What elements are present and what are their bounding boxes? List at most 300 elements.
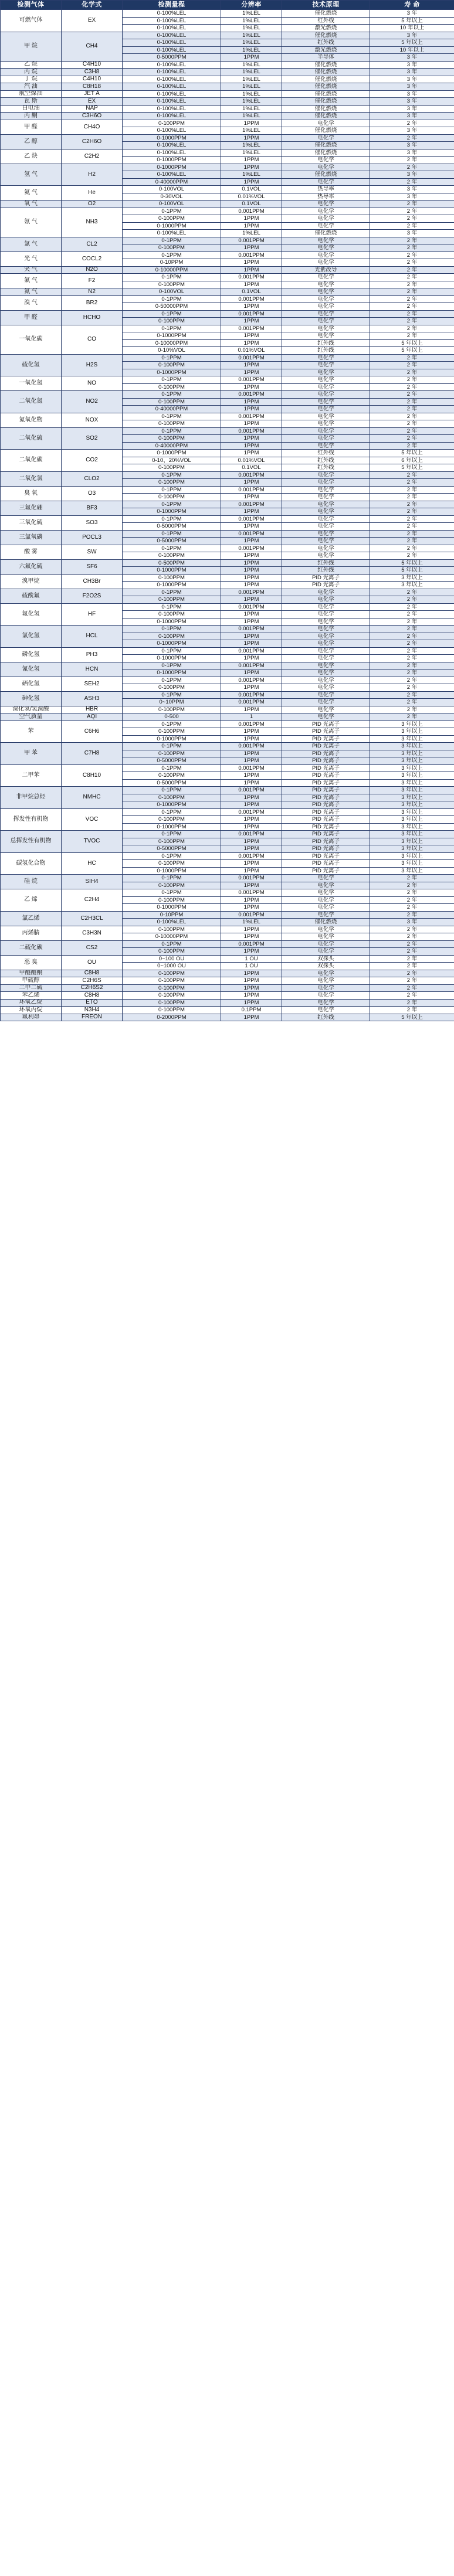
technology-cell: 电化学 bbox=[282, 530, 370, 538]
technology-cell: 电化学 bbox=[282, 662, 370, 670]
table-row bbox=[1, 589, 454, 596]
table-row bbox=[1, 120, 454, 127]
table-row bbox=[1, 98, 454, 106]
gas-name-cell: 三氧化硫 bbox=[1, 515, 62, 530]
lifetime-cell: 3 年 bbox=[370, 186, 454, 193]
lifetime-cell: 2 年 bbox=[370, 120, 454, 127]
technology-cell: 电化学 bbox=[282, 215, 370, 223]
technology-cell: 光紫改导 bbox=[282, 266, 370, 274]
lifetime-cell: 3 年 bbox=[370, 76, 454, 83]
lifetime-cell: 3 年 bbox=[370, 171, 454, 179]
technology-cell: PID 光离子 bbox=[282, 794, 370, 801]
technology-cell: 电化学 bbox=[282, 515, 370, 523]
gas-name-cell: 瓦 斯 bbox=[1, 98, 62, 106]
lifetime-cell: 3 年 bbox=[370, 193, 454, 200]
lifetime-cell: 2 年 bbox=[370, 325, 454, 332]
table-row bbox=[1, 677, 454, 684]
range-cell: 0-1PPM bbox=[123, 354, 221, 362]
lifetime-cell: 2 年 bbox=[370, 420, 454, 428]
resolution-cell: 1PPM bbox=[221, 559, 282, 567]
gas-name-cell: 光 气 bbox=[1, 252, 62, 266]
table-row bbox=[1, 559, 454, 567]
resolution-cell: 1%LEL bbox=[221, 98, 282, 106]
range-cell: 0-1000PPM bbox=[123, 618, 221, 626]
range-cell: 0-100PPM bbox=[123, 992, 221, 1000]
formula-cell: C2H3CL bbox=[62, 911, 123, 926]
formula-cell: NMHC bbox=[62, 787, 123, 809]
range-cell: 0-100PPM bbox=[123, 926, 221, 933]
table-row bbox=[1, 691, 454, 699]
lifetime-cell: 2 年 bbox=[370, 948, 454, 956]
formula-cell: C3H8 bbox=[62, 69, 123, 76]
range-cell: 0-100PPM bbox=[123, 281, 221, 288]
resolution-cell: 1PPM bbox=[221, 552, 282, 560]
formula-cell: He bbox=[62, 186, 123, 200]
table-row bbox=[1, 274, 454, 281]
resolution-cell: 1PPM bbox=[221, 281, 282, 288]
lifetime-cell: 3 年以上 bbox=[370, 794, 454, 801]
lifetime-cell: 3 年以上 bbox=[370, 743, 454, 750]
table-row bbox=[1, 69, 454, 76]
formula-cell: F2O2S bbox=[62, 589, 123, 603]
formula-cell: FREON bbox=[62, 1014, 123, 1021]
lifetime-cell: 2 年 bbox=[370, 940, 454, 948]
technology-cell: 激光燃烧 bbox=[282, 46, 370, 54]
resolution-cell: 1PPM bbox=[221, 332, 282, 340]
resolution-cell: 1PPM bbox=[221, 801, 282, 809]
lifetime-cell: 2 年 bbox=[370, 391, 454, 399]
technology-cell: 催化燃烧 bbox=[282, 919, 370, 926]
range-cell: 0-100%LEL bbox=[123, 98, 221, 106]
technology-cell: PID 光离子 bbox=[282, 787, 370, 794]
resolution-cell: 1PPM bbox=[221, 54, 282, 62]
range-cell: 0-100PPM bbox=[123, 244, 221, 252]
technology-cell: 电化学 bbox=[282, 244, 370, 252]
resolution-cell: 1PPM bbox=[221, 157, 282, 164]
resolution-cell: 1PPM bbox=[221, 494, 282, 501]
table-row bbox=[1, 647, 454, 655]
technology-cell: 电化学 bbox=[282, 904, 370, 912]
formula-cell: F2 bbox=[62, 274, 123, 288]
lifetime-cell: 2 年 bbox=[370, 266, 454, 274]
resolution-cell: 1PPM bbox=[221, 259, 282, 267]
technology-cell: 红外线 bbox=[282, 1014, 370, 1021]
lifetime-cell: 2 年 bbox=[370, 889, 454, 897]
lifetime-cell: 3 年 bbox=[370, 113, 454, 120]
lifetime-cell: 2 年 bbox=[370, 677, 454, 684]
range-cell: 0-100PPM bbox=[123, 970, 221, 977]
range-cell: 0-100PPM bbox=[123, 816, 221, 824]
table-row bbox=[1, 955, 454, 963]
technology-cell: 催化燃烧 bbox=[282, 230, 370, 237]
technology-cell: 电化学 bbox=[282, 391, 370, 399]
range-cell: 0-1PPM bbox=[123, 515, 221, 523]
resolution-cell: 0.001PPM bbox=[221, 471, 282, 479]
technology-cell: 电化学 bbox=[282, 882, 370, 889]
gas-name-cell: 丙 酮 bbox=[1, 113, 62, 120]
range-cell: 0-100PPM bbox=[123, 1007, 221, 1014]
range-cell: 0-100PPM bbox=[123, 860, 221, 868]
technology-cell: 电化学 bbox=[282, 999, 370, 1007]
lifetime-cell: 2 年 bbox=[370, 1007, 454, 1014]
formula-cell: NAP bbox=[62, 105, 123, 113]
technology-cell: 电化学 bbox=[282, 157, 370, 164]
range-cell: 0-1000PPM bbox=[123, 867, 221, 875]
technology-cell: 电化学 bbox=[282, 303, 370, 311]
resolution-cell: 1%LEL bbox=[221, 39, 282, 47]
technology-cell: 双探头 bbox=[282, 963, 370, 970]
table-row bbox=[1, 764, 454, 772]
gas-name-cell: 氧 气 bbox=[1, 200, 62, 208]
lifetime-cell: 3 年 bbox=[370, 142, 454, 149]
range-cell: 0-100PPM bbox=[123, 684, 221, 692]
table-row bbox=[1, 940, 454, 948]
formula-cell: NO2 bbox=[62, 391, 123, 413]
technology-cell: 电化学 bbox=[282, 677, 370, 684]
resolution-cell: 1PPM bbox=[221, 750, 282, 757]
resolution-cell: 0.001PPM bbox=[221, 889, 282, 897]
lifetime-cell: 2 年 bbox=[370, 684, 454, 692]
technology-cell: 电化学 bbox=[282, 427, 370, 435]
technology-cell: PID 光离子 bbox=[282, 831, 370, 838]
resolution-cell: 0.1VOL bbox=[221, 200, 282, 208]
range-cell: 0-100%LEL bbox=[123, 83, 221, 91]
lifetime-cell: 2 年 bbox=[370, 288, 454, 296]
formula-cell: C2H6S2 bbox=[62, 984, 123, 992]
technology-cell: 电化学 bbox=[282, 670, 370, 677]
technology-cell: PID 光离子 bbox=[282, 816, 370, 824]
gas-name-cell: 丙烯腈 bbox=[1, 926, 62, 940]
resolution-cell: 1PPM bbox=[221, 882, 282, 889]
lifetime-cell: 2 年 bbox=[370, 552, 454, 560]
range-cell: 0-100PPM bbox=[123, 706, 221, 713]
technology-cell: PID 光离子 bbox=[282, 852, 370, 860]
resolution-cell: 0.001PPM bbox=[221, 325, 282, 332]
range-cell: 0-5000PPM bbox=[123, 54, 221, 62]
technology-cell: 电化学 bbox=[282, 442, 370, 450]
technology-cell: 电化学 bbox=[282, 655, 370, 662]
gas-name-cell: 氟化氢 bbox=[1, 603, 62, 626]
gas-name-cell: 酸 雾 bbox=[1, 545, 62, 559]
lifetime-cell: 2 年 bbox=[370, 178, 454, 186]
technology-cell: 电化学 bbox=[282, 596, 370, 604]
range-cell: 0-1PPM bbox=[123, 237, 221, 244]
range-cell: 0-1000PPM bbox=[123, 904, 221, 912]
technology-cell: 电化学 bbox=[282, 288, 370, 296]
technology-cell: 电化学 bbox=[282, 208, 370, 215]
range-cell: 0-100PPM bbox=[123, 574, 221, 582]
lifetime-cell: 2 年 bbox=[370, 486, 454, 494]
gas-name-cell: 甲硫醇 bbox=[1, 977, 62, 985]
resolution-cell: 1%LEL bbox=[221, 105, 282, 113]
resolution-cell: 0.01%VOL bbox=[221, 193, 282, 200]
technology-cell: 电化学 bbox=[282, 406, 370, 413]
range-cell: 0~1000 OU bbox=[123, 963, 221, 970]
range-cell: 0-100VOL bbox=[123, 200, 221, 208]
lifetime-cell: 2 年 bbox=[370, 376, 454, 384]
resolution-cell: 1PPM bbox=[221, 442, 282, 450]
technology-cell: PID 光离子 bbox=[282, 867, 370, 875]
resolution-cell: 0.001PPM bbox=[221, 852, 282, 860]
technology-cell: 红外线 bbox=[282, 450, 370, 457]
formula-cell: CH3Br bbox=[62, 574, 123, 589]
gas-name-cell: 甲醚醚酮 bbox=[1, 970, 62, 977]
gas-name-cell: 氯乙烯 bbox=[1, 911, 62, 926]
range-cell: 0-1PPM bbox=[123, 647, 221, 655]
range-cell: 0-10000PPM bbox=[123, 933, 221, 941]
technology-cell: 催化燃烧 bbox=[282, 98, 370, 106]
resolution-cell: 0.001PPM bbox=[221, 545, 282, 552]
range-cell: 0-100PPM bbox=[123, 750, 221, 757]
table-row bbox=[1, 545, 454, 552]
gas-name-cell: 三氟化硼 bbox=[1, 501, 62, 515]
range-cell: 0-100VOL bbox=[123, 288, 221, 296]
gas-name-cell: 白电油 bbox=[1, 105, 62, 113]
range-cell: 0-1PPM bbox=[123, 589, 221, 596]
range-cell: 0-1PPM bbox=[123, 295, 221, 303]
lifetime-cell: 2 年 bbox=[370, 626, 454, 633]
lifetime-cell: 3 年以上 bbox=[370, 838, 454, 845]
resolution-cell: 0.001PPM bbox=[221, 787, 282, 794]
technology-cell: PID 光离子 bbox=[282, 750, 370, 757]
resolution-cell: 0.1VOL bbox=[221, 186, 282, 193]
resolution-cell: 0.001PPM bbox=[221, 743, 282, 750]
table-row bbox=[1, 501, 454, 508]
resolution-cell: 0.001PPM bbox=[221, 691, 282, 699]
range-cell: 0-1PPM bbox=[123, 691, 221, 699]
table-header-row bbox=[1, 1, 454, 10]
range-cell: 0-1000PPM bbox=[123, 582, 221, 589]
lifetime-cell: 3 年 bbox=[370, 10, 454, 18]
technology-cell: 热导率 bbox=[282, 186, 370, 193]
lifetime-cell: 2 年 bbox=[370, 992, 454, 1000]
technology-cell: PID 光离子 bbox=[282, 838, 370, 845]
range-cell: 0-1PPM bbox=[123, 391, 221, 399]
resolution-cell: 1%LEL bbox=[221, 32, 282, 39]
table-row bbox=[1, 984, 454, 992]
range-cell: 0-100PPM bbox=[123, 596, 221, 604]
formula-cell: N2O bbox=[62, 266, 123, 274]
range-cell: 0-5000PPM bbox=[123, 757, 221, 765]
technology-cell: PID 光离子 bbox=[282, 845, 370, 853]
technology-cell: 电化学 bbox=[282, 332, 370, 340]
technology-cell: 电化学 bbox=[282, 589, 370, 596]
table-row bbox=[1, 875, 454, 882]
range-cell: 0-1PPM bbox=[123, 721, 221, 728]
lifetime-cell: 2 年 bbox=[370, 670, 454, 677]
lifetime-cell: 2 年 bbox=[370, 274, 454, 281]
range-cell: 0-1000PPM bbox=[123, 823, 221, 831]
gas-name-cell: 硫酰氟 bbox=[1, 589, 62, 603]
range-cell: 0-100%LEL bbox=[123, 17, 221, 25]
resolution-cell: 1PPM bbox=[221, 178, 282, 186]
lifetime-cell: 2 年 bbox=[370, 926, 454, 933]
gas-name-cell: 一氧化氮 bbox=[1, 376, 62, 391]
range-cell: 0-1000PPM bbox=[123, 655, 221, 662]
range-cell: 0-30VOL bbox=[123, 193, 221, 200]
spec-table bbox=[0, 0, 454, 1021]
technology-cell: 电化学 bbox=[282, 603, 370, 611]
gas-name-cell: 环氧乙烷 bbox=[1, 999, 62, 1007]
resolution-cell: 1PPM bbox=[221, 728, 282, 736]
formula-cell: POCL3 bbox=[62, 530, 123, 545]
table-row bbox=[1, 662, 454, 670]
lifetime-cell: 2 年 bbox=[370, 875, 454, 882]
resolution-cell: 1PPM bbox=[221, 303, 282, 311]
gas-name-cell: 氟 气 bbox=[1, 274, 62, 288]
technology-cell: 电化学 bbox=[282, 178, 370, 186]
resolution-cell: 1PPM bbox=[221, 582, 282, 589]
range-cell: 0-1PPM bbox=[123, 376, 221, 384]
technology-cell: 电化学 bbox=[282, 471, 370, 479]
range-cell: 0-1PPM bbox=[123, 310, 221, 318]
resolution-cell: 1%LEL bbox=[221, 83, 282, 91]
range-cell: 0-1PPM bbox=[123, 677, 221, 684]
header-range: 检测量程 bbox=[123, 1, 221, 10]
formula-cell: TVOC bbox=[62, 831, 123, 853]
resolution-cell: 1PPM bbox=[221, 339, 282, 347]
range-cell: 0-40000PPM bbox=[123, 406, 221, 413]
gas-name-cell: 氢 气 bbox=[1, 164, 62, 186]
range-cell: 0-100PPM bbox=[123, 728, 221, 736]
formula-cell: C7H8 bbox=[62, 743, 123, 765]
lifetime-cell: 2 年 bbox=[370, 362, 454, 369]
range-cell: 0-100%LEL bbox=[123, 46, 221, 54]
resolution-cell: 1%LEL bbox=[221, 10, 282, 18]
technology-cell: 电化学 bbox=[282, 310, 370, 318]
table-row bbox=[1, 977, 454, 985]
resolution-cell: 0.001PPM bbox=[221, 274, 282, 281]
lifetime-cell: 2 年 bbox=[370, 295, 454, 303]
gas-name-cell: 氯 气 bbox=[1, 237, 62, 252]
range-cell: 0-100PPM bbox=[123, 794, 221, 801]
lifetime-cell: 2 年 bbox=[370, 494, 454, 501]
lifetime-cell: 2 年 bbox=[370, 208, 454, 215]
range-cell: 0-100PPM bbox=[123, 633, 221, 640]
table-row bbox=[1, 266, 454, 274]
table-row bbox=[1, 413, 454, 420]
range-cell: 0-1PPM bbox=[123, 764, 221, 772]
lifetime-cell: 2 年 bbox=[370, 538, 454, 545]
lifetime-cell: 3 年 bbox=[370, 919, 454, 926]
resolution-cell: 0.001PPM bbox=[221, 391, 282, 399]
lifetime-cell: 2 年 bbox=[370, 398, 454, 406]
resolution-cell: 1PPM bbox=[221, 999, 282, 1007]
resolution-cell: 0.001PPM bbox=[221, 354, 282, 362]
table-row bbox=[1, 530, 454, 538]
range-cell: 0-1000PPM bbox=[123, 735, 221, 743]
formula-cell: HCHO bbox=[62, 310, 123, 325]
resolution-cell: 1PPM bbox=[221, 684, 282, 692]
technology-cell: 电化学 bbox=[282, 970, 370, 977]
technology-cell: 热导率 bbox=[282, 193, 370, 200]
technology-cell: 电化学 bbox=[282, 479, 370, 487]
resolution-cell: 0.001PPM bbox=[221, 501, 282, 508]
gas-name-cell: 六氟化硫 bbox=[1, 559, 62, 574]
technology-cell: 催化燃烧 bbox=[282, 69, 370, 76]
range-cell: 0-100PPM bbox=[123, 435, 221, 443]
range-cell: 0-500PPM bbox=[123, 559, 221, 567]
gas-name-cell: 环氧丙烷 bbox=[1, 1007, 62, 1014]
resolution-cell: 1PPM bbox=[221, 867, 282, 875]
gas-name-cell: 非甲烷总烃 bbox=[1, 787, 62, 809]
technology-cell: 电化学 bbox=[282, 120, 370, 127]
formula-cell: AQI bbox=[62, 713, 123, 721]
resolution-cell: 0.001PPM bbox=[221, 589, 282, 596]
technology-cell: 电化学 bbox=[282, 164, 370, 171]
resolution-cell: 1PPM bbox=[221, 215, 282, 223]
gas-name-cell: 甲 醛 bbox=[1, 310, 62, 325]
range-cell: 0-100PPM bbox=[123, 999, 221, 1007]
resolution-cell: 0.01%VOL bbox=[221, 347, 282, 355]
range-cell: 0-100%LEL bbox=[123, 61, 221, 69]
gas-name-cell: 乙 炔 bbox=[1, 149, 62, 164]
lifetime-cell: 3 年以上 bbox=[370, 750, 454, 757]
range-cell: 0-100PPM bbox=[123, 383, 221, 391]
resolution-cell: 0.001PPM bbox=[221, 486, 282, 494]
formula-cell: C3H3N bbox=[62, 926, 123, 940]
technology-cell: 催化燃烧 bbox=[282, 127, 370, 135]
lifetime-cell: 3 年以上 bbox=[370, 582, 454, 589]
technology-cell: 催化燃烧 bbox=[282, 105, 370, 113]
lifetime-cell: 2 年 bbox=[370, 479, 454, 487]
formula-cell: CO bbox=[62, 325, 123, 354]
technology-cell: 电化学 bbox=[282, 984, 370, 992]
table-row bbox=[1, 186, 454, 193]
gas-name-cell: 碳氢化合物 bbox=[1, 852, 62, 875]
formula-cell: SIH4 bbox=[62, 875, 123, 889]
technology-cell: 催化燃烧 bbox=[282, 113, 370, 120]
table-row bbox=[1, 603, 454, 611]
gas-name-cell: 溴 气 bbox=[1, 295, 62, 310]
range-cell: 0-1PPM bbox=[123, 852, 221, 860]
range-cell: 0-5000PPM bbox=[123, 845, 221, 853]
resolution-cell: 1PPM bbox=[221, 816, 282, 824]
gas-name-cell: 航空煤油 bbox=[1, 90, 62, 98]
range-cell: 0-100%LEL bbox=[123, 25, 221, 32]
range-cell: 0-1PPM bbox=[123, 940, 221, 948]
range-cell: 0-1PPM bbox=[123, 787, 221, 794]
header-gas-name: 检测气体 bbox=[1, 1, 62, 10]
lifetime-cell: 2 年 bbox=[370, 655, 454, 662]
technology-cell: 电化学 bbox=[282, 354, 370, 362]
range-cell: 0-100%LEL bbox=[123, 39, 221, 47]
technology-cell: 电化学 bbox=[282, 552, 370, 560]
lifetime-cell: 5 年以上 bbox=[370, 450, 454, 457]
formula-cell: C2H6O bbox=[62, 134, 123, 149]
formula-cell: SW bbox=[62, 545, 123, 559]
formula-cell: C8H8 bbox=[62, 992, 123, 1000]
formula-cell: NOX bbox=[62, 413, 123, 427]
resolution-cell: 1PPM bbox=[221, 611, 282, 618]
gas-name-cell: 二氧化碳 bbox=[1, 450, 62, 472]
resolution-cell: 1%LEL bbox=[221, 61, 282, 69]
range-cell: 0-100PPM bbox=[123, 882, 221, 889]
resolution-cell: 0.001PPM bbox=[221, 515, 282, 523]
table-row bbox=[1, 626, 454, 633]
resolution-cell: 1 OU bbox=[221, 955, 282, 963]
lifetime-cell: 3 年以上 bbox=[370, 801, 454, 809]
table-row bbox=[1, 486, 454, 494]
lifetime-cell: 3 年以上 bbox=[370, 757, 454, 765]
table-row bbox=[1, 970, 454, 977]
resolution-cell: 1%LEL bbox=[221, 46, 282, 54]
lifetime-cell: 3 年 bbox=[370, 32, 454, 39]
technology-cell: 红外线 bbox=[282, 39, 370, 47]
range-cell: 0-100%LEL bbox=[123, 90, 221, 98]
range-cell: 0-1000PPM bbox=[123, 134, 221, 142]
formula-cell: H2 bbox=[62, 164, 123, 186]
